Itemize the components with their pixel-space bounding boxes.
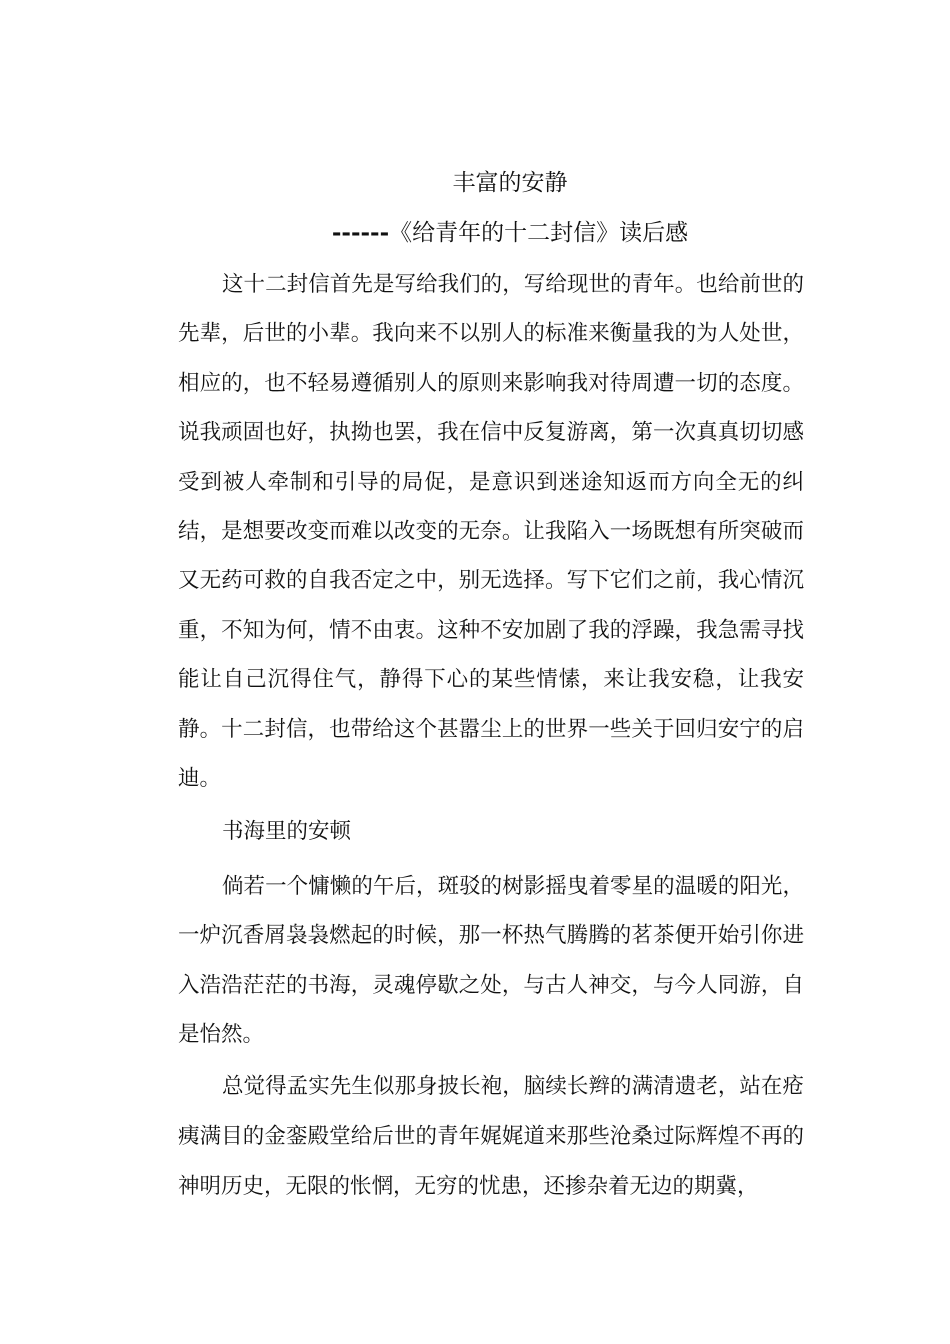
paragraph-2: 倘若一个慵懒的午后，斑驳的树影摇曳着零星的温暖的阳光，一炉沉香屑袅袅燃起的时候，那一杯热气腾腾的茗茶便开始引你进入浩浩茫茫的书海，灵魂停歇之处，与古人神交，与今人同游，自是怡然。 [178,874,804,1048]
section-heading: 书海里的安顿 [222,819,352,844]
paragraph-1: 这十二封信首先是写给我们的，写给现世的青年。也给前世的先辈，后世的小辈。我向来不以别人的标准来衡量我的为人处世，相应的，也不轻易遵循别人的原则来影响我对待周遭一切的态度。说我顽固也好，执拗也罢，我在信中反复游离，第一次真真切切感受到被人牵制和引导的局促，是意识到迷途知返而方向全无的纠结，是想要改变而难以改变的无奈。让我陷入一场既想有所突破而又无药可救的自我否定之中，别无选择。写下它们之前，我心情沉重，不知为何，情不由衷。这种不安加剧了我的浮躁，我急需寻找能让自己沉得住气，静得下心的某些情愫，来让我安稳，让我安静。十二封信，也带给这个甚嚣尘上的世界一些关于回归安宁的启迪。 [178,272,804,792]
document-title: 丰富的安静 [452,170,568,196]
document-subtitle [0,216,950,250]
subtitle-text: 《给青年的十二封信》读后感 [389,220,689,246]
subtitle-dashes: ------ [331,219,390,246]
paragraph-3: 总觉得孟实先生似那身披长袍，脑续长辫的满清遗老，站在疮痍满目的金銮殿堂给后世的青年娓娓道来那些沧桑过际辉煌不再的神明历史，无限的怅惘，无穷的忧患，还掺杂着无边的期冀， [178,1074,804,1199]
